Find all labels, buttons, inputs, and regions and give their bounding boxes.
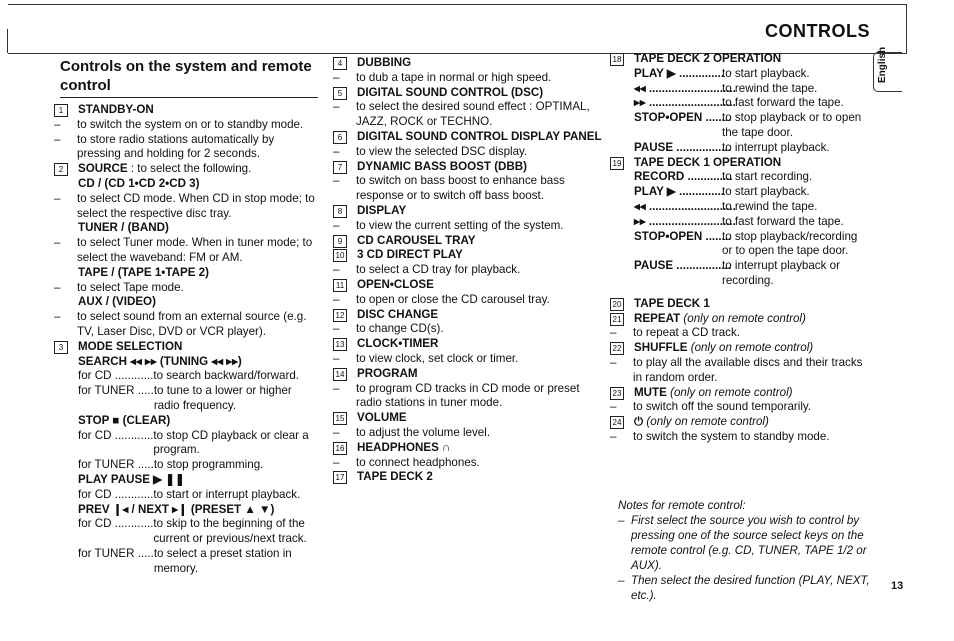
item-number: 17 <box>333 471 347 484</box>
desc-text: to connect headphones. <box>356 455 480 469</box>
kv-value: to fast forward the tape. <box>722 214 844 228</box>
desc-row: – to open or close the CD carousel tray. <box>333 293 603 308</box>
desc-row: – to switch the system to standby mode. <box>610 429 830 443</box>
item-number: 8 <box>333 205 347 218</box>
item-title: REPEAT <box>634 311 681 325</box>
desc-text: to view the selected DSC display. <box>356 144 528 158</box>
item-title: VOLUME <box>357 411 407 425</box>
page-title: CONTROLS <box>765 21 870 41</box>
kv-row <box>634 259 870 289</box>
kv-key: STOP•OPEN ........ <box>634 111 732 125</box>
kv-row <box>634 230 870 260</box>
kv-key: PLAY ▶ .............. <box>634 66 725 80</box>
note-row: – First select the source you wish to control by pressing one of the source select keys on the remote control (e.g. CD, TUNER, TAPE 1/2 or AUX). <box>618 514 867 572</box>
language-tab <box>873 46 902 92</box>
kv-key: PAUSE ................. <box>634 140 732 154</box>
language-tab-label: English <box>877 46 888 83</box>
item-18 <box>610 52 870 67</box>
desc-row: – to change CD(s). <box>333 322 603 337</box>
desc-row: – to switch on bass boost to enhance bass response or to switch off bass boost. <box>333 174 603 204</box>
item-title: PROGRAM <box>357 366 418 380</box>
power-icon: ⏻ <box>634 415 644 429</box>
kv-value: to start playback. <box>722 185 810 199</box>
item-number: 19 <box>610 157 624 170</box>
desc-row: – to view the selected DSC display. <box>333 145 603 160</box>
item-title: TAPE DECK 1 <box>634 296 710 310</box>
item-12 <box>333 308 603 323</box>
item-10 <box>333 248 603 263</box>
item-number: 16 <box>333 442 347 455</box>
desc-text: to select the desired sound effect : OPTIMAL, JAZZ, ROCK or TECHNO. <box>356 100 590 129</box>
item-16 <box>333 441 603 456</box>
kv-value: to rewind the tape. <box>722 81 818 95</box>
desc-row: – to select CD mode. When CD in stop mode; to select the respective disc tray. <box>54 191 315 220</box>
item-2 <box>54 162 320 177</box>
desc-row: – to switch the system on or to standby mode. <box>54 118 320 133</box>
desc-row: – to adjust the volume level. <box>333 426 603 441</box>
kv-value: to stop playback or to open the tape door. <box>722 111 862 139</box>
item-9 <box>333 234 603 249</box>
item-title: MODE SELECTION <box>78 339 183 353</box>
left-column <box>54 57 320 577</box>
kv-value: to start recording. <box>722 170 813 184</box>
subhead: STOP ■ (CLEAR) <box>78 413 171 427</box>
kv-key: ▸▸ ........................... <box>634 96 736 110</box>
right-column <box>610 52 870 445</box>
desc-row: – to dub a tape in normal or high speed. <box>333 71 603 86</box>
kv-value: to fast forward the tape. <box>722 96 844 110</box>
desc-text: to store radio stations automatically by pressing and holding for 2 seconds. <box>77 132 275 161</box>
desc-row: – to select Tape mode. <box>54 280 184 294</box>
item-number: 13 <box>333 338 347 351</box>
desc-row: – to select the desired sound effect : OPTIMAL, JAZZ, ROCK or TECHNO. <box>333 100 603 130</box>
item-title: 3 CD DIRECT PLAY <box>357 248 463 262</box>
note-row: – Then select the desired function (PLAY, NEXT, etc.). <box>618 574 870 602</box>
desc-row: – to store radio stations automatically by pressing and holding for 2 seconds. <box>54 133 320 163</box>
item-number: 1 <box>54 104 68 117</box>
item-number: 15 <box>333 412 347 425</box>
kv-row: for CD ............ to start or interrupt playback. <box>78 487 301 501</box>
kv-key: ◂◂ ........................... <box>634 199 736 213</box>
item-24 <box>610 415 870 430</box>
item-14 <box>333 367 603 382</box>
desc-text: to switch the system on or to standby mode. <box>77 117 304 131</box>
item-15 <box>333 411 603 426</box>
item-number: 2 <box>54 163 68 176</box>
item-number: 5 <box>333 87 347 100</box>
desc-row: – to play all the available discs and their tracks in random order. <box>610 355 863 384</box>
section-title: Controls on the system and remote control <box>60 57 318 98</box>
kv-key: PLAY ▶ .............. <box>634 185 725 199</box>
item-title: DIGITAL SOUND CONTROL DISPLAY PANEL <box>357 129 602 143</box>
subhead: SEARCH ◂◂ ▸▸ (TUNING ◂◂ ▸▸) <box>78 354 242 368</box>
item-title: DIGITAL SOUND CONTROL (DSC) <box>357 85 544 99</box>
desc-row: – to select a CD tray for playback. <box>333 263 603 278</box>
kv-row <box>634 82 870 97</box>
item-title: MUTE <box>634 385 667 399</box>
item-number: 4 <box>333 57 347 70</box>
kv-value: to interrupt playback. <box>722 140 830 154</box>
desc-row: – to program CD tracks in CD mode or preset radio stations in tuner mode. <box>333 382 603 412</box>
kv-key: PAUSE ................. <box>634 259 732 273</box>
item-number: 10 <box>333 249 347 262</box>
kv-row <box>634 200 870 215</box>
kv-key: ▸▸ ........................... <box>634 214 736 228</box>
subhead: AUX / (VIDEO) <box>78 295 156 309</box>
desc-row: – to view the current setting of the system. <box>333 219 603 234</box>
desc-row: – to view clock, set clock or timer. <box>333 352 603 367</box>
kv-list <box>610 67 870 156</box>
item-title: DISPLAY <box>357 203 407 217</box>
item-number: 21 <box>610 313 624 326</box>
kv-row <box>634 170 870 185</box>
item-note: (only on remote control) <box>690 341 814 355</box>
item-number: 7 <box>333 161 347 174</box>
kv-row <box>634 67 870 82</box>
item-note: (only on remote control) <box>683 311 806 325</box>
item-note: (only on remote control) <box>670 385 793 399</box>
header-frame <box>8 4 907 54</box>
desc-row: – to connect headphones. <box>333 456 603 471</box>
item-title: CLOCK•TIMER <box>357 337 439 351</box>
item-note: (only on remote control) <box>646 415 769 429</box>
kv-list <box>610 170 870 288</box>
item-title: STANDBY-ON <box>78 103 154 116</box>
header-frame-tick <box>7 29 8 53</box>
kv-row: for TUNER ..... to tune to a lower or higher radio frequency. <box>78 384 292 412</box>
item-8 <box>333 204 603 219</box>
desc-text: to open or close the CD carousel tray. <box>356 292 550 306</box>
item-17 <box>333 470 603 485</box>
item-23 <box>610 386 870 401</box>
item-number: 14 <box>333 368 347 381</box>
item-number: 11 <box>333 279 347 292</box>
item-number: 6 <box>333 131 347 144</box>
item-number: 12 <box>333 309 347 322</box>
kv-value: to interrupt playback or recording. <box>722 259 840 287</box>
item-title: TAPE DECK 2 OPERATION <box>634 52 782 65</box>
subhead: TUNER / (BAND) <box>78 221 169 235</box>
subhead: TAPE / (TAPE 1•TAPE 2) <box>78 265 209 279</box>
item-3 <box>54 340 320 355</box>
middle-column <box>333 56 603 485</box>
desc-text: to dub a tape in normal or high speed. <box>356 70 552 84</box>
item-number: 24 <box>610 416 624 429</box>
item-number: 23 <box>610 387 624 400</box>
kv-key: STOP•OPEN ........ <box>634 229 732 243</box>
kv-key: ◂◂ ........................... <box>634 81 736 95</box>
desc-text: to view clock, set clock or timer. <box>356 351 519 365</box>
item-13 <box>333 337 603 352</box>
subhead: PREV ❙◂ / NEXT ▸❙ (PRESET ▲ ▼) <box>78 502 275 516</box>
item-number: 18 <box>610 53 624 66</box>
kv-row: for CD ............ to stop CD playback or clear a program. <box>78 428 309 457</box>
kv-row <box>634 185 870 200</box>
item-7 <box>333 160 603 175</box>
item-5 <box>333 86 603 101</box>
item-title: SOURCE <box>78 162 128 176</box>
notes-title: Notes for remote control: <box>618 499 746 512</box>
desc-text: to change CD(s). <box>356 322 444 336</box>
item-title: DUBBING <box>357 56 412 69</box>
item-title: OPEN•CLOSE <box>357 277 434 291</box>
item-title-rest: : to select the following. <box>130 162 252 176</box>
item-number: 3 <box>54 341 68 354</box>
kv-row: for TUNER ..... to stop programming. <box>78 458 264 472</box>
desc-text: to switch on bass boost to enhance bass response or to switch off bass boost. <box>356 174 565 203</box>
item-4 <box>333 56 603 71</box>
item-6 <box>333 130 603 145</box>
subhead: CD / (CD 1•CD 2•CD 3) <box>78 176 200 190</box>
item-1 <box>54 103 320 118</box>
item-number: 22 <box>610 342 624 355</box>
kv-value: to stop playback/recording or to open the tape door. <box>722 229 858 258</box>
kv-row: for CD ............ to search backward/forward. <box>78 369 300 383</box>
desc-text: to view the current setting of the system. <box>356 218 564 232</box>
kv-key: RECORD .............. <box>634 170 733 184</box>
item-20 <box>610 297 870 312</box>
kv-value: to rewind the tape. <box>722 199 818 213</box>
kv-value: to start playback. <box>722 66 810 80</box>
item-number: 20 <box>610 298 624 311</box>
desc-row: – to select sound from an external source (e.g. TV, Laser Disc, DVD or VCR player). <box>54 310 307 338</box>
remote-notes <box>618 498 883 603</box>
item-title: TAPE DECK 1 OPERATION <box>634 155 782 169</box>
item-title: DISC CHANGE <box>357 307 439 321</box>
item-11 <box>333 278 603 293</box>
item-title: TAPE DECK 2 <box>357 470 433 484</box>
kv-row <box>634 96 870 111</box>
desc-text: to select a CD tray for playback. <box>356 263 521 277</box>
desc-row: – to switch off the sound temporarily. <box>610 400 812 414</box>
kv-row <box>634 141 870 156</box>
desc-row: – to select Tuner mode. When in tuner mode; to select the waveband: FM or AM. <box>54 236 313 264</box>
item-21 <box>610 312 870 327</box>
kv-row <box>634 215 870 230</box>
item-title: HEADPHONES ∩ <box>357 440 451 454</box>
desc-text: to adjust the volume level. <box>356 425 491 439</box>
item-title: CD CAROUSEL TRAY <box>357 233 476 247</box>
desc-text: to program CD tracks in CD mode or preset radio stations in tuner mode. <box>356 381 580 410</box>
item-title: DYNAMIC BASS BOOST (DBB) <box>357 159 528 173</box>
item-19 <box>610 156 870 171</box>
page-number: 13 <box>891 580 904 592</box>
item-number: 9 <box>333 235 347 248</box>
item-22 <box>610 341 870 356</box>
subhead: PLAY PAUSE ▶ ❚❚ <box>78 472 185 486</box>
item-title: SHUFFLE <box>634 341 688 355</box>
kv-row: for CD ............ to skip to the beginning of the current or previous/next track. <box>78 517 307 546</box>
desc-row: – to repeat a CD track. <box>610 326 740 340</box>
kv-row <box>634 111 870 141</box>
kv-row: for TUNER ..... to select a preset station in memory. <box>78 546 292 575</box>
